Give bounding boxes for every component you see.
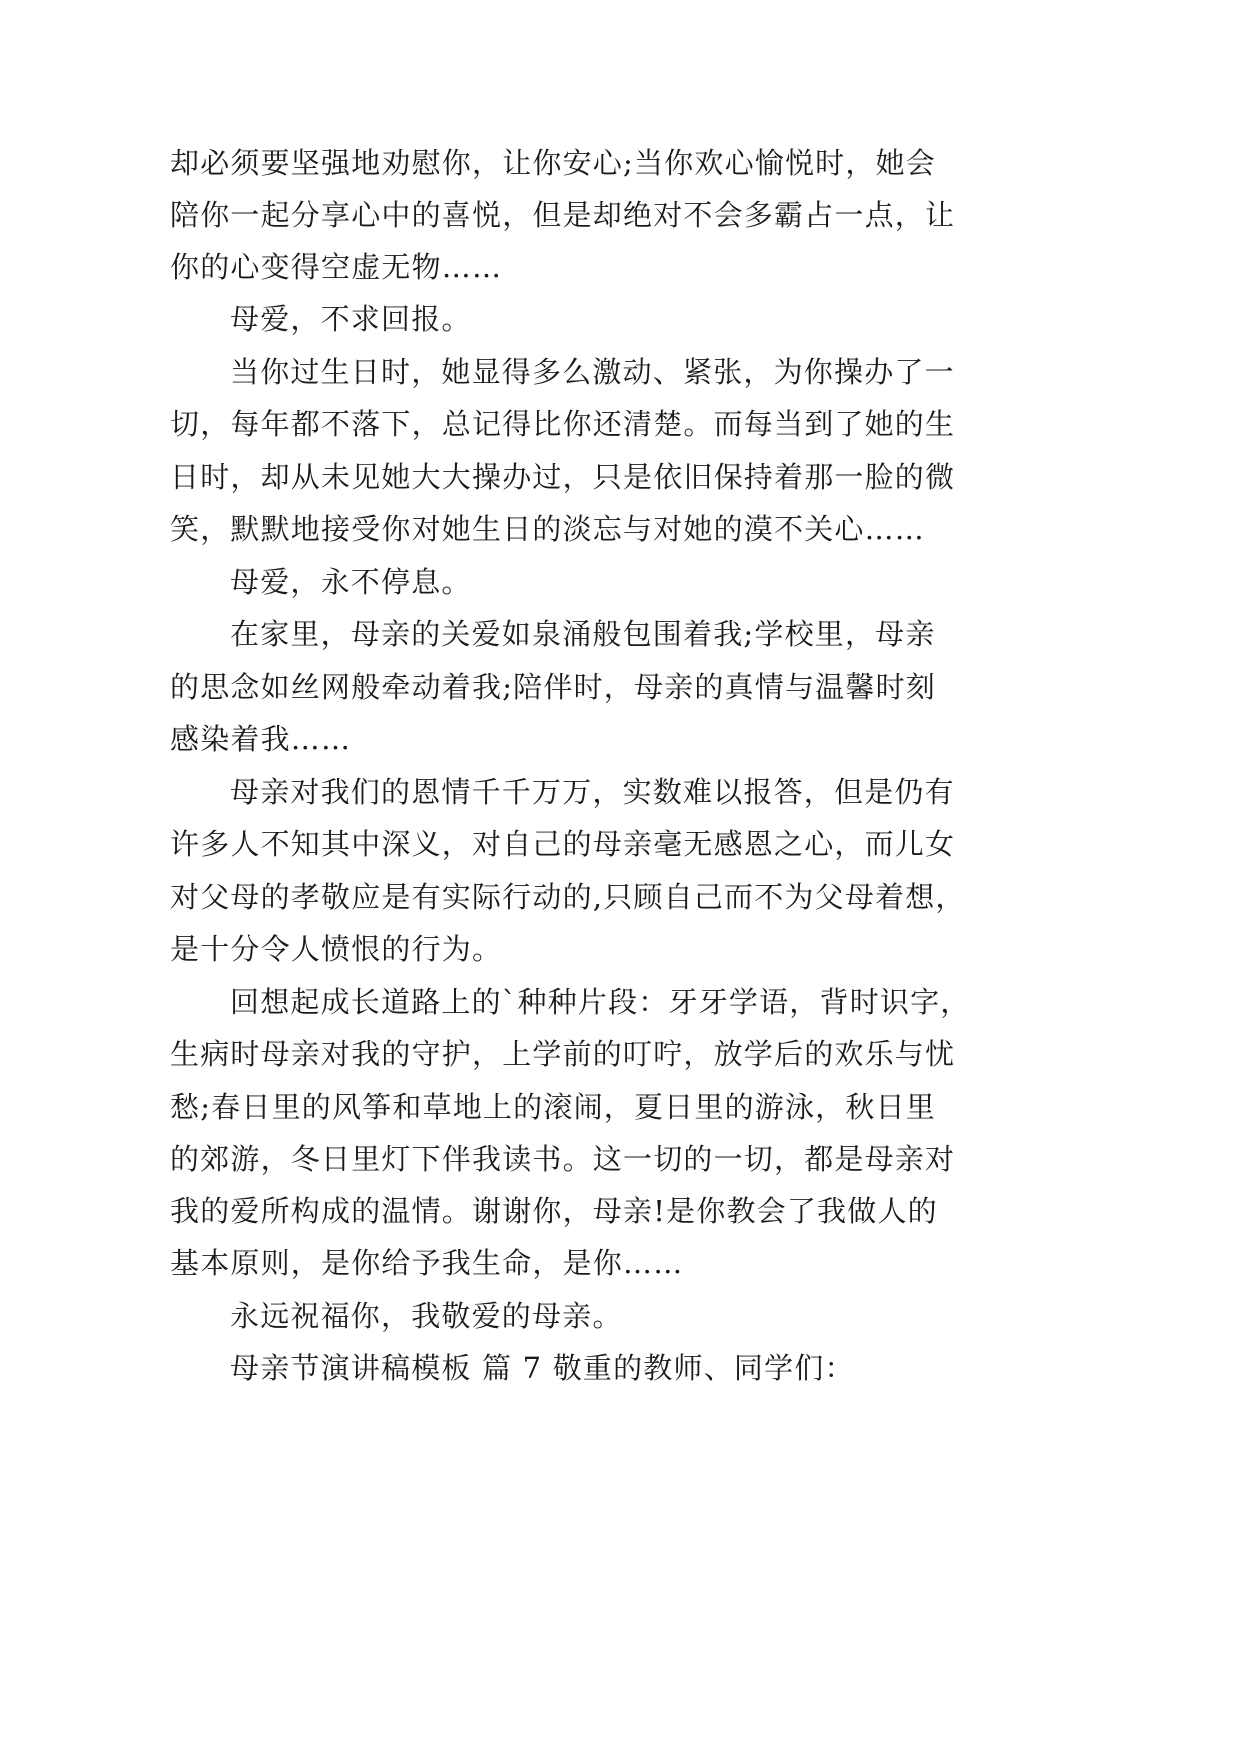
text-line: 在家里，母亲的关爱如泉涌般包围着我;学校里，母亲	[230, 617, 936, 651]
text-line: 的思念如丝网般牵动着我;陪伴时，母亲的真情与温馨时刻	[170, 670, 936, 704]
text-line: 回想起成长道路上的`种种片段：牙牙学语，背时识字，	[230, 985, 971, 1019]
text-line: 笑，默默地接受你对她生日的淡忘与对她的漠不关心……	[170, 512, 926, 546]
text-line: 对父母的孝敬应是有实际行动的,只顾自己而不为父母着想，	[170, 880, 966, 914]
text-line: 感染着我……	[170, 722, 352, 756]
text-line: 永远祝福你，我敬爱的母亲。	[230, 1299, 623, 1333]
text-line: 我的爱所构成的温情。谢谢你，母亲!是你教会了我做人的	[170, 1194, 938, 1228]
text-line: 切，每年都不落下，总记得比你还清楚。而每当到了她的生	[170, 407, 956, 441]
section-heading: 母爱，永不停息。	[230, 565, 472, 599]
text-line: 陪你一起分享心中的喜悦，但是却绝对不会多霸占一点，让	[170, 198, 956, 232]
text-line: 你的心变得空虚无物……	[170, 250, 503, 284]
text-line: 许多人不知其中深义，对自己的母亲毫无感恩之心，而儿女	[170, 827, 956, 861]
text-line: 是十分令人愤恨的行为。	[170, 932, 503, 966]
text-line: 生病时母亲对我的守护，上学前的叮咛，放学后的欢乐与忧	[170, 1037, 956, 1071]
text-line: 基本原则，是你给予我生命，是你……	[170, 1246, 684, 1280]
text-line: 母亲对我们的恩情千千万万，实数难以报答，但是仍有	[230, 775, 955, 809]
text-line: 的郊游，冬日里灯下伴我读书。这一切的一切，都是母亲对	[170, 1142, 956, 1176]
text-line: 却必须要坚强地劝慰你，让你安心;当你欢心愉悦时，她会	[170, 146, 936, 180]
section-title: 母亲节演讲稿模板 篇 7 敬重的教师、同学们：	[230, 1351, 855, 1385]
section-heading: 母爱，不求回报。	[230, 302, 472, 336]
text-line: 日时，却从未见她大大操办过，只是依旧保持着那一脸的微	[170, 460, 956, 494]
text-line: 当你过生日时，她显得多么激动、紧张，为你操办了一	[230, 355, 955, 389]
text-line: 愁;春日里的风筝和草地上的滚闹，夏日里的游泳，秋日里	[170, 1090, 936, 1124]
